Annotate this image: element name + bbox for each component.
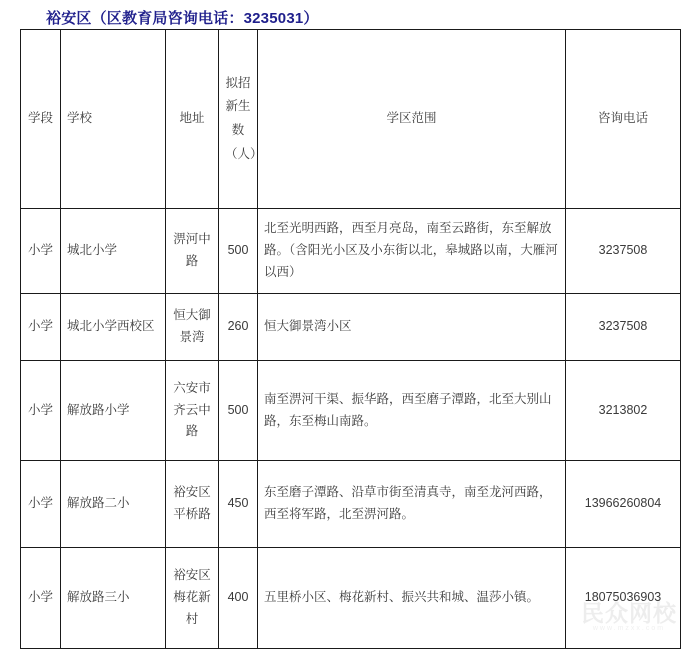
column-header-quota-text: 拟招新生数（人）: [225, 75, 263, 161]
school-enrollment-table: [20, 29, 681, 649]
table-row: [21, 548, 681, 649]
cell-quota: 500: [219, 361, 258, 461]
column-header-stage: 学段: [21, 30, 61, 209]
cell-stage: 小学: [21, 209, 61, 294]
cell-range: 恒大御景湾小区: [258, 294, 566, 361]
column-header-address: 地址: [166, 30, 219, 209]
watermark-subtext: www.mzxx.com: [592, 625, 666, 633]
cell-phone: 3213802: [566, 361, 681, 461]
cell-school: 解放路三小: [61, 548, 166, 649]
cell-address: 淠河中路: [166, 209, 219, 294]
cell-phone: 3237508: [566, 294, 681, 361]
cell-school: 解放路小学: [61, 361, 166, 461]
school-enrollment-table-container: [20, 29, 680, 649]
column-header-school: 学校: [61, 30, 166, 209]
cell-quota: 260: [219, 294, 258, 361]
table-row: [21, 294, 681, 361]
table-row: [21, 209, 681, 294]
cell-school: 城北小学西校区: [61, 294, 166, 361]
cell-phone: 13966260804: [566, 461, 681, 548]
watermark-text: 民众网校: [581, 600, 677, 626]
cell-quota: 400: [219, 548, 258, 649]
column-header-phone: 咨询电话: [566, 30, 681, 209]
cell-address: 六安市齐云中路: [166, 361, 219, 461]
cell-address: 裕安区梅花新村: [166, 548, 219, 649]
cell-school: 解放路二小: [61, 461, 166, 548]
cell-address: 恒大御景湾: [166, 294, 219, 361]
cell-phone: 18075036903: [566, 548, 681, 649]
cell-address: 裕安区平桥路: [166, 461, 219, 548]
cell-range: 北至光明西路，西至月亮岛，南至云路街，东至解放路。（含阳光小区及小东街以北，皋城路以南，大雁河以西）: [258, 209, 566, 294]
cell-phone: 3237508: [566, 209, 681, 294]
cell-school: 城北小学: [61, 209, 166, 294]
column-header-quota: [219, 30, 263, 209]
cell-stage: 小学: [21, 548, 61, 649]
table-header-row: [21, 30, 681, 209]
cell-range: 五里桥小区、梅花新村、振兴共和城、温莎小镇。: [258, 548, 566, 649]
cell-range: 东至磨子潭路、沿草市街至清真寺，南至龙河西路，西至将军路，北至淠河路。: [258, 461, 566, 548]
cell-stage: 小学: [21, 461, 61, 548]
table-row: [21, 361, 681, 461]
page-title: 裕安区（区教育局咨询电话：3235031）: [46, 10, 319, 27]
cell-quota: 450: [219, 461, 258, 548]
column-header-range: 学区范围: [258, 30, 566, 209]
cell-stage: 小学: [21, 294, 61, 361]
table-row: [21, 461, 681, 548]
cell-stage: 小学: [21, 361, 61, 461]
cell-range: 南至淠河干渠、振华路，西至磨子潭路，北至大别山路，东至梅山南路。: [258, 361, 566, 461]
cell-quota: 500: [219, 209, 258, 294]
